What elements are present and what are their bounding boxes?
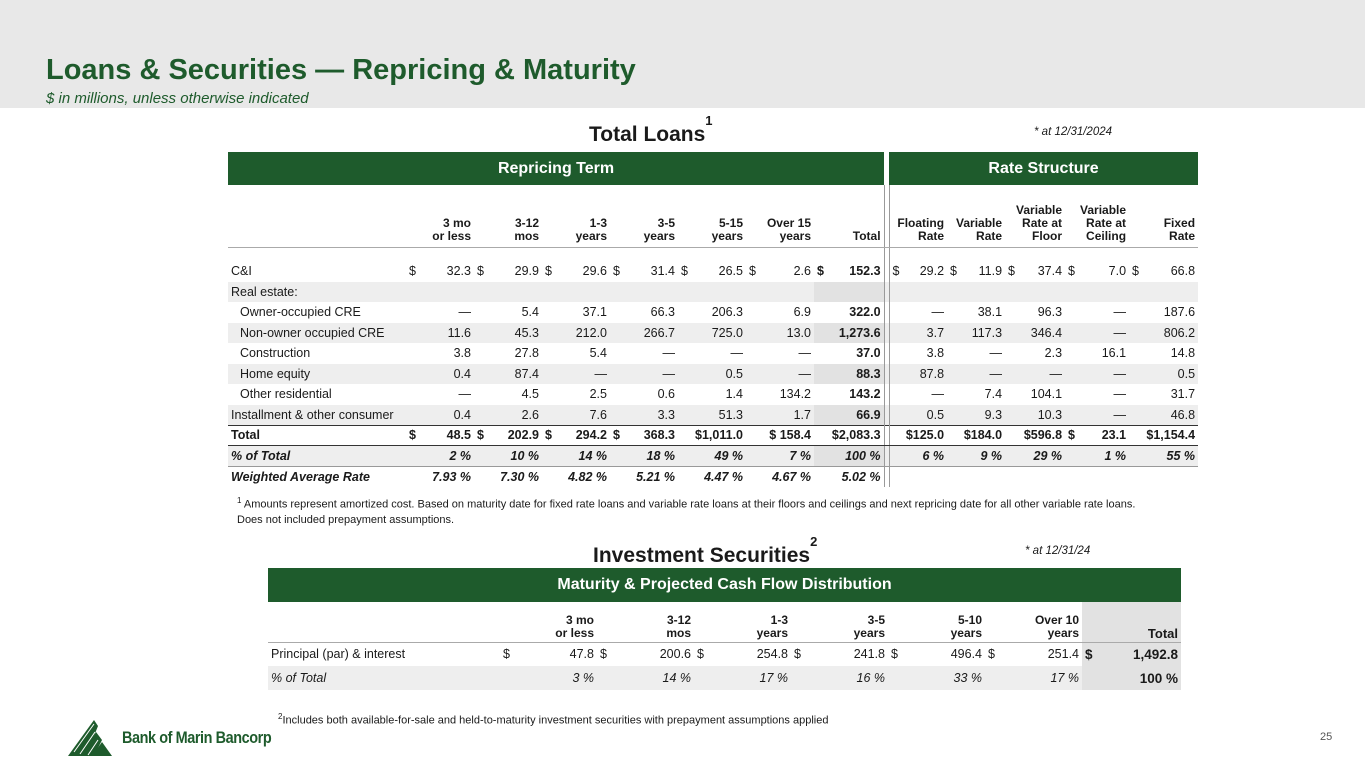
table-cell: 14 % (597, 666, 694, 690)
inv-col-header: 3-12 mos (666, 612, 691, 640)
table-cell: 27.8 (514, 346, 539, 361)
cell-value: 26.5 (718, 264, 743, 279)
table-cell: $184.0 (947, 425, 1005, 446)
table-cell (814, 261, 884, 282)
table-cell: 7.93 % (432, 469, 471, 484)
money-cell (749, 264, 811, 278)
table-cell: 5.4 (521, 305, 539, 320)
table-cell (889, 261, 947, 282)
cell-value: 31.4 (650, 264, 675, 279)
table-cell: — (1113, 387, 1127, 402)
money-cell (950, 264, 1002, 278)
table-cell: 4.5 (521, 387, 539, 402)
currency-symbol: $ (1085, 646, 1093, 662)
table-cell (542, 425, 610, 446)
table-cell (542, 261, 610, 282)
page-subtitle: $ in millions, unless otherwise indicated (46, 90, 309, 107)
table-cell (1129, 282, 1198, 303)
investments-column-headers (268, 602, 1181, 642)
inv-col-header: Total (1082, 602, 1181, 642)
money-cell (545, 428, 607, 442)
table-cell: 117.3 (947, 323, 1005, 344)
money-cell (891, 647, 982, 661)
table-row (228, 343, 1198, 364)
table-cell: 51.3 (678, 405, 746, 426)
table-cell: 37.1 (582, 305, 607, 320)
inv-label-header (268, 602, 500, 642)
inv-col-header: 3 mo or less (555, 612, 594, 640)
table-cell: 17 % (694, 666, 791, 690)
row-label: Construction (240, 346, 311, 361)
table-row (268, 666, 1181, 690)
table-cell: 187.6 (1163, 305, 1196, 320)
loans-title: Total Loans$^1$ (589, 113, 713, 146)
table-cell (947, 466, 1005, 487)
bank-logo (68, 718, 298, 758)
table-cell: — (730, 346, 743, 361)
currency-symbol: $ (503, 647, 510, 662)
table-cell: 49 % (678, 446, 746, 467)
page-number: 25 (1320, 731, 1333, 743)
loans-col-header: Floating Rate (889, 185, 947, 247)
table-cell (947, 282, 1005, 303)
cell-value: 66.8 (1170, 264, 1196, 279)
table-cell: 10.3 (1005, 405, 1065, 426)
table-cell: 14.8 (1170, 346, 1196, 361)
loans-col-header: Variable Rate (947, 185, 1005, 247)
table-row (228, 282, 1198, 303)
table-row (228, 466, 1198, 487)
table-cell: 0.5 (889, 405, 947, 426)
money-cell (681, 264, 743, 278)
table-cell: 206.3 (711, 305, 743, 320)
table-row (228, 446, 1198, 467)
table-cell: 31.7 (1170, 387, 1196, 402)
loans-label-header (228, 185, 406, 247)
cell-value: 251.4 (1047, 647, 1079, 662)
table-cell: 7.6 (542, 405, 610, 426)
table-cell: 322.0 (849, 305, 881, 320)
repricing-term-header: Repricing Term (228, 152, 884, 185)
table-cell: — (610, 364, 678, 385)
table-cell: 100 % (1082, 666, 1181, 690)
cell-value: 47.8 (569, 647, 594, 662)
table-cell: 0.6 (657, 387, 675, 402)
cell-value: 496.4 (950, 647, 982, 662)
currency-symbol: $ (817, 264, 824, 279)
cell-value: 23.1 (1101, 428, 1127, 443)
table-cell: 46.8 (1129, 405, 1198, 426)
cell-value: 294.2 (575, 428, 607, 443)
table-cell (791, 642, 888, 666)
table-row (228, 323, 1198, 344)
table-cell: 87.8 (889, 364, 947, 385)
money-cell (1085, 647, 1178, 662)
table-row (228, 261, 1198, 282)
table-cell (500, 642, 597, 666)
table-cell (889, 282, 947, 303)
table-cell (474, 282, 542, 303)
loans-col-header: 1-3 years (542, 185, 610, 247)
currency-symbol: $ (477, 428, 484, 443)
cell-value: 368.3 (643, 428, 675, 443)
table-row (228, 405, 1198, 426)
money-cell (477, 264, 539, 278)
table-cell: 0.4 (406, 364, 474, 385)
table-cell: — (947, 364, 1005, 385)
row-label: Home equity (228, 364, 406, 385)
table-cell: — (989, 346, 1003, 361)
table-cell: — (1065, 405, 1129, 426)
table-cell: — (458, 305, 471, 320)
table-cell: 9.3 (947, 405, 1005, 426)
table-cell: 16.1 (1101, 346, 1127, 361)
currency-symbol: $ (1068, 264, 1075, 279)
loans-column-headers (228, 185, 1198, 247)
table-cell (678, 282, 746, 303)
table-cell: 45.3 (474, 323, 542, 344)
inv-col-header: Over 10 years (1034, 612, 1079, 640)
table-cell: $125.0 (889, 425, 947, 446)
rate-structure-header: Rate Structure (889, 152, 1198, 185)
table-cell: $1,154.4 (1129, 425, 1198, 446)
table-cell: 14 % (542, 446, 610, 467)
money-cell (600, 647, 691, 661)
table-cell: 4.47 % (704, 469, 743, 484)
table-cell: 104.1 (1030, 387, 1063, 402)
inv-col-header: 5-10 years (950, 612, 982, 640)
loans-table (228, 152, 1198, 487)
table-cell (947, 261, 1005, 282)
cell-value: 7.0 (1108, 264, 1127, 279)
table-cell: 5.21 % (636, 469, 675, 484)
table-cell: 725.0 (678, 323, 746, 344)
loans-col-header: 3-12 mos (474, 185, 542, 247)
currency-symbol: $ (891, 647, 898, 662)
currency-symbol: $ (1132, 264, 1139, 279)
currency-symbol: $ (409, 264, 416, 279)
logo-text: Bank of Marin Bancorp (122, 728, 272, 747)
loans-footnote: $^1$ Amounts represent amortized cost. Based on maturity date for fixed rate loans and variable rate loans at their floors and ceilings and next repricing date for all other variable rate loans. Does not included prepayment assumptions. (237, 496, 1136, 526)
cell-value: 29.9 (514, 264, 539, 279)
table-cell: 38.1 (977, 305, 1003, 320)
money-cell (503, 647, 594, 661)
table-cell: 87.4 (474, 364, 542, 385)
table-cell (474, 261, 542, 282)
cell-value: 37.4 (1037, 264, 1063, 279)
table-cell (888, 642, 985, 666)
table-cell: 29 % (1005, 446, 1065, 467)
table-cell: — (662, 346, 675, 361)
row-label: Real estate: (228, 282, 406, 303)
cell-value: 32.3 (446, 264, 471, 279)
loans-col-header: Fixed Rate (1129, 185, 1198, 247)
table-cell: 17 % (985, 666, 1082, 690)
loans-col-header: Over 15 years (746, 185, 814, 247)
table-cell: 1 % (1065, 446, 1129, 467)
money-cell (477, 428, 539, 442)
table-cell (474, 425, 542, 446)
table-cell: 1.4 (725, 387, 743, 402)
inv-col-header: 1-3 years (756, 612, 788, 640)
currency-symbol: $ (1068, 428, 1075, 443)
table-cell: 3 % (500, 666, 597, 690)
loans-col-header: Variable Rate at Ceiling (1065, 185, 1129, 247)
table-cell: 16 % (791, 666, 888, 690)
cell-value: 29.2 (919, 264, 945, 279)
loans-col-header: 3 mo or less (406, 185, 474, 247)
page-title: Loans & Securities — Repricing & Maturity (46, 54, 636, 86)
currency-symbol: $ (613, 264, 620, 279)
currency-symbol: $ (545, 264, 552, 279)
table-cell (746, 261, 814, 282)
table-cell (597, 642, 694, 666)
table-cell (1005, 261, 1065, 282)
table-cell: 2.5 (589, 387, 607, 402)
table-cell: 1,273.6 (814, 323, 884, 344)
table-cell: 100 % (814, 446, 884, 467)
table-cell: — (1005, 364, 1065, 385)
table-row (228, 364, 1198, 385)
row-label: % of Total (228, 446, 406, 467)
money-cell (794, 647, 885, 661)
money-cell (1008, 264, 1062, 278)
cell-value: 200.6 (659, 647, 691, 662)
table-cell (1129, 261, 1198, 282)
table-cell (610, 261, 678, 282)
cell-value: 241.8 (853, 647, 885, 662)
table-cell: 346.4 (1005, 323, 1065, 344)
investments-table (268, 568, 1181, 690)
money-cell (817, 264, 881, 278)
money-cell (545, 264, 607, 278)
table-cell: 212.0 (542, 323, 610, 344)
cell-value: 1,492.8 (1132, 646, 1178, 662)
table-cell: — (931, 305, 945, 320)
table-cell: — (458, 387, 471, 402)
loans-col-header: 3-5 years (610, 185, 678, 247)
table-cell: 13.0 (746, 323, 814, 344)
table-row (228, 384, 1198, 405)
table-cell: 66.3 (650, 305, 675, 320)
currency-symbol: $ (988, 647, 995, 662)
currency-symbol: $ (794, 647, 801, 662)
table-cell: — (1065, 323, 1129, 344)
table-cell (1082, 642, 1181, 666)
table-cell: — (746, 364, 814, 385)
currency-symbol: $ (697, 647, 704, 662)
table-cell: 9 % (947, 446, 1005, 467)
table-cell: $1,011.0 (678, 425, 746, 446)
currency-symbol: $ (950, 264, 957, 279)
table-cell: 2.3 (1044, 346, 1063, 361)
table-cell: 33 % (888, 666, 985, 690)
table-cell: 10 % (474, 446, 542, 467)
money-cell (1132, 264, 1195, 278)
table-cell: $2,083.3 (814, 425, 884, 446)
table-cell: — (931, 387, 945, 402)
table-cell (542, 282, 610, 303)
table-cell (1065, 466, 1129, 487)
table-cell: 3.8 (926, 346, 945, 361)
cell-value: 202.9 (507, 428, 539, 443)
table-cell: 7.4 (984, 387, 1003, 402)
table-cell (1005, 282, 1065, 303)
money-cell (893, 264, 945, 278)
table-cell: — (798, 346, 811, 361)
table-cell: — (1113, 305, 1127, 320)
table-cell (1005, 466, 1065, 487)
table-cell: 4.82 % (568, 469, 607, 484)
row-label: Other residential (240, 387, 332, 402)
money-cell (409, 428, 471, 442)
row-label: Weighted Average Rate (231, 469, 370, 484)
table-cell: 2 % (406, 446, 474, 467)
currency-symbol: $ (892, 264, 900, 279)
table-cell: 96.3 (1037, 305, 1063, 320)
table-cell: 0.5 (1129, 364, 1198, 385)
cell-value: 2.6 (793, 264, 811, 279)
money-cell (613, 428, 675, 442)
money-cell (1068, 264, 1126, 278)
row-label: Total (228, 425, 406, 446)
maturity-distribution-header: Maturity & Projected Cash Flow Distribution (268, 568, 1181, 602)
table-cell (1129, 466, 1198, 487)
table-cell: 3.7 (889, 323, 947, 344)
cell-value: 48.5 (446, 428, 471, 443)
logo-mountain-icon (68, 718, 120, 758)
table-cell (814, 282, 884, 303)
currency-symbol: $ (1008, 264, 1015, 279)
row-label: % of Total (268, 666, 500, 690)
row-label: Installment & other consumer (228, 405, 406, 426)
money-cell (1068, 428, 1126, 442)
table-cell: 7.30 % (500, 469, 539, 484)
table-cell: 0.4 (406, 405, 474, 426)
table-row (228, 302, 1198, 323)
row-label: Owner-occupied CRE (240, 305, 361, 320)
money-cell (613, 264, 675, 278)
table-cell: 6 % (889, 446, 947, 467)
money-cell (409, 264, 471, 278)
table-cell: 3.3 (610, 405, 678, 426)
currency-symbol: $ (749, 264, 756, 279)
table-row (228, 425, 1198, 446)
table-cell (678, 261, 746, 282)
table-cell: 143.2 (849, 387, 881, 402)
table-cell: $ 158.4 (746, 425, 814, 446)
table-cell: — (1065, 364, 1129, 385)
currency-symbol: $ (681, 264, 688, 279)
cell-value: 29.6 (582, 264, 607, 279)
table-cell: 55 % (1129, 446, 1198, 467)
loans-as-of: * at 12/31/2024 (1034, 126, 1113, 138)
table-cell (1065, 261, 1129, 282)
table-cell: 11.6 (406, 323, 474, 344)
currency-symbol: $ (600, 647, 607, 662)
table-cell: 88.3 (814, 364, 884, 385)
table-cell: 806.2 (1129, 323, 1198, 344)
investments-title: Investment Securities$^2$ (593, 534, 818, 567)
cell-value: 152.3 (849, 264, 881, 279)
row-label: Non-owner occupied CRE (228, 323, 406, 344)
table-cell (1065, 425, 1129, 446)
table-row (268, 642, 1181, 666)
table-cell (985, 642, 1082, 666)
table-cell: 66.9 (814, 405, 884, 426)
row-label: C&I (231, 264, 252, 279)
table-cell: 5.4 (589, 346, 607, 361)
cell-value: 11.9 (978, 264, 1003, 279)
table-cell (1065, 282, 1129, 303)
table-cell: 266.7 (610, 323, 678, 344)
table-cell (406, 261, 474, 282)
row-label: Principal (par) & interest (268, 642, 500, 666)
currency-symbol: $ (545, 428, 552, 443)
currency-symbol: $ (613, 428, 620, 443)
table-cell: 37.0 (856, 346, 881, 361)
table-cell (610, 425, 678, 446)
table-cell: 4.67 % (772, 469, 811, 484)
table-cell (746, 282, 814, 303)
loans-col-header: 5-15 years (678, 185, 746, 247)
table-cell: 3.8 (453, 346, 471, 361)
cell-value: 254.8 (756, 647, 788, 662)
loans-col-header: Total (814, 185, 884, 247)
investments-footnote: $^2$Includes both available-for-sale and held-to-maturity investment securities with prepayment assumptions applied (278, 712, 829, 727)
currency-symbol: $ (409, 428, 416, 443)
money-cell (988, 647, 1079, 661)
table-cell (610, 282, 678, 303)
table-cell: 0.5 (678, 364, 746, 385)
inv-col-header: 3-5 years (853, 612, 885, 640)
table-cell (406, 425, 474, 446)
table-cell: 6.9 (793, 305, 811, 320)
table-cell (406, 282, 474, 303)
table-cell: 7 % (746, 446, 814, 467)
money-cell (697, 647, 788, 661)
loans-col-header: Variable Rate at Floor (1005, 185, 1065, 247)
table-cell: $596.8 (1005, 425, 1065, 446)
table-cell (889, 466, 947, 487)
table-cell: 5.02 % (841, 469, 881, 484)
table-cell: — (542, 364, 610, 385)
table-cell (694, 642, 791, 666)
table-cell: 134.2 (779, 387, 811, 402)
table-cell: 18 % (610, 446, 678, 467)
investments-as-of: * at 12/31/24 (1025, 545, 1091, 557)
table-cell: 2.6 (474, 405, 542, 426)
table-cell: 1.7 (746, 405, 814, 426)
currency-symbol: $ (477, 264, 484, 279)
